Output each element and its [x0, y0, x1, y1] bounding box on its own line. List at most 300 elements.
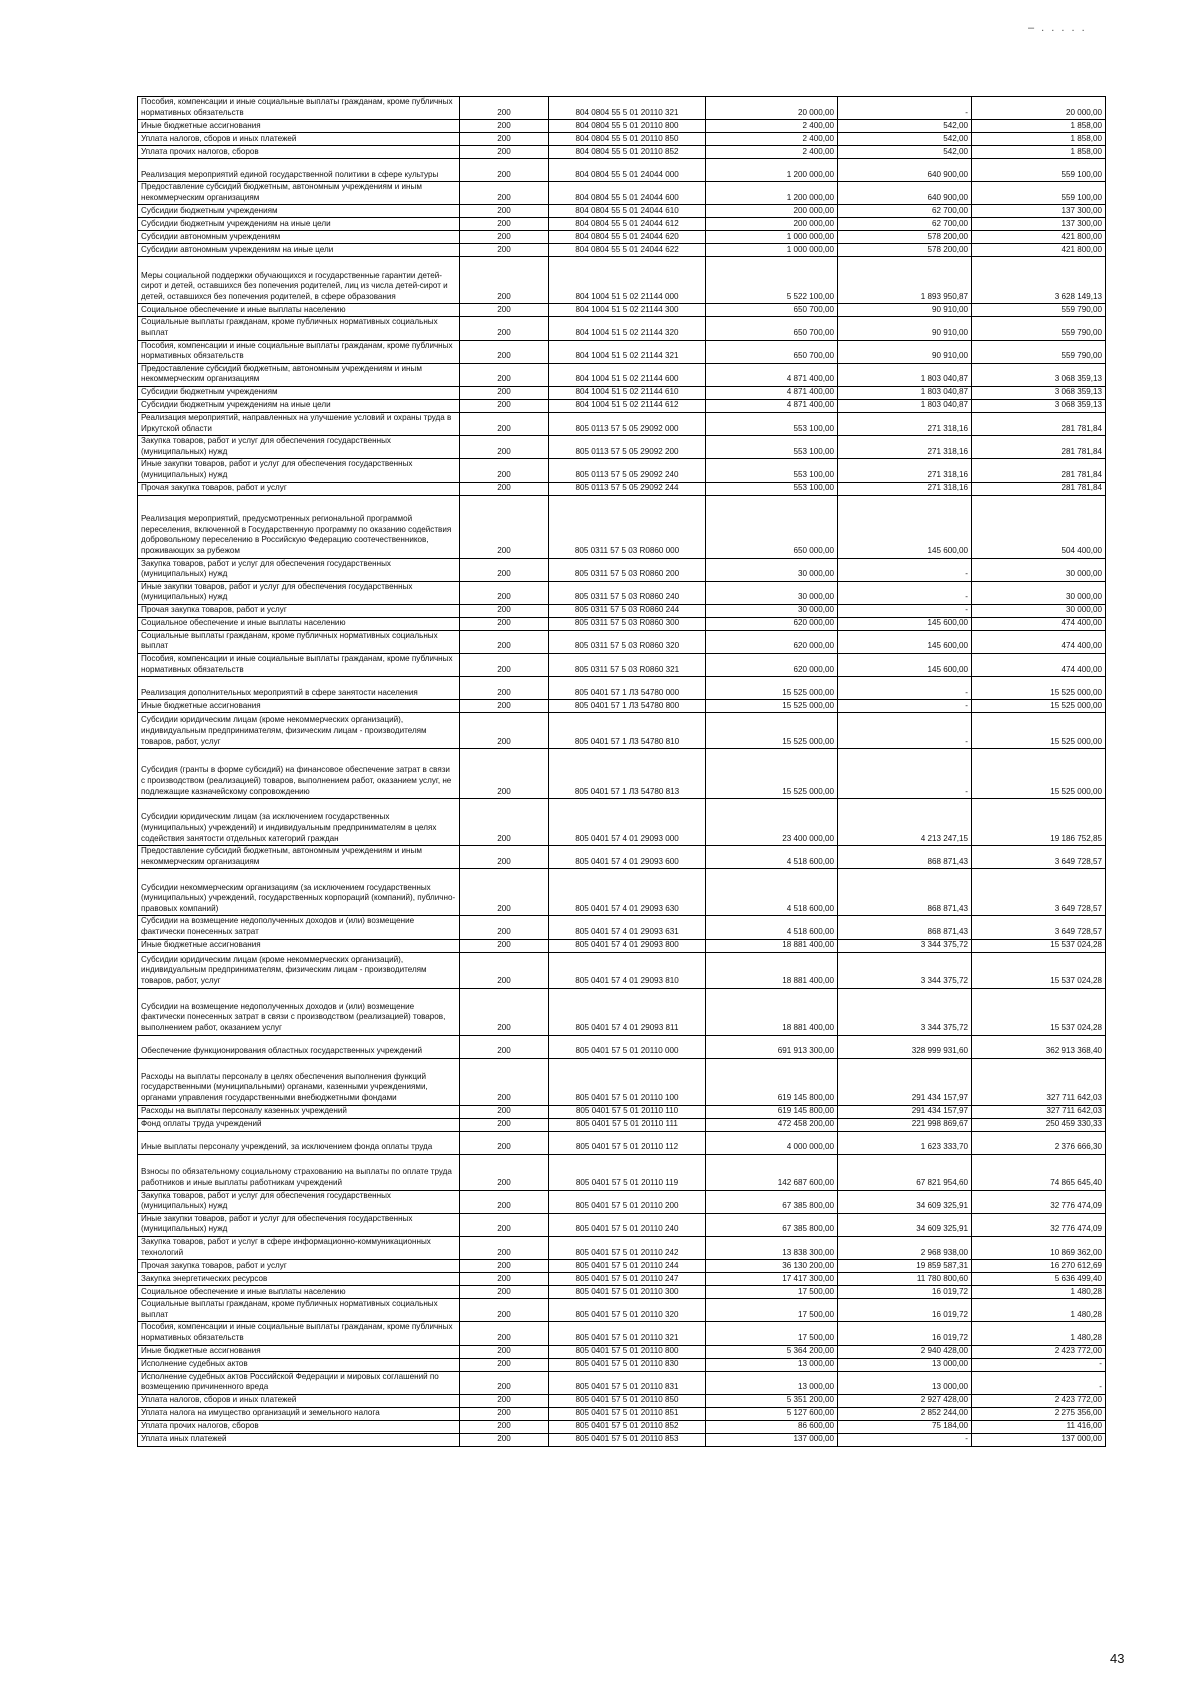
row-budget-classification-code: 804 1004 51 5 02 21144 320: [549, 317, 706, 340]
row-budget-classification-code: 805 0401 57 5 01 20110 800: [549, 1345, 706, 1358]
row-budget-classification-code: 805 0113 57 5 05 29092 000: [549, 412, 706, 435]
row-approved-amount: 5 127 600,00: [706, 1407, 838, 1420]
table-row: [138, 1299, 1106, 1322]
row-name: Иные бюджетные ассигнования: [138, 939, 460, 952]
table-row: [138, 399, 1106, 412]
row-approved-amount: 5 351 200,00: [706, 1394, 838, 1407]
row-approved-amount: 15 525 000,00: [706, 700, 838, 713]
table-row: [138, 436, 1106, 459]
row-unexecuted-amount: 3 649 728,57: [972, 846, 1106, 869]
row-unexecuted-amount: 327 711 642,03: [972, 1105, 1106, 1118]
row-name: Взносы по обязательному социальному страхованию на выплаты по оплате труда работников и иные выплаты работникам учреждений: [138, 1154, 460, 1190]
row-approved-amount: 4 518 600,00: [706, 869, 838, 916]
table-row: [138, 205, 1106, 218]
table-row: [138, 654, 1106, 677]
table-row: [138, 1237, 1106, 1260]
row-budget-classification-code: 805 0401 57 5 01 20110 111: [549, 1118, 706, 1131]
row-unexecuted-amount: 281 781,84: [972, 482, 1106, 495]
row-executed-amount: 271 318,16: [838, 459, 972, 482]
row-executed-amount: 145 600,00: [838, 495, 972, 558]
row-budget-classification-code: 805 0401 57 4 01 29093 600: [549, 846, 706, 869]
row-executed-amount: -: [838, 604, 972, 617]
row-unexecuted-amount: 281 781,84: [972, 436, 1106, 459]
row-approved-amount: 67 385 800,00: [706, 1190, 838, 1213]
row-kvr-code: 200: [460, 1273, 549, 1286]
row-name: Иные бюджетные ассигнования: [138, 1345, 460, 1358]
row-executed-amount: 16 019,72: [838, 1299, 972, 1322]
row-approved-amount: 650 700,00: [706, 340, 838, 363]
row-approved-amount: 4 871 400,00: [706, 363, 838, 386]
row-executed-amount: 221 998 869,67: [838, 1118, 972, 1131]
row-approved-amount: 619 145 800,00: [706, 1105, 838, 1118]
row-name: Реализация дополнительных мероприятий в сфере занятости населения: [138, 677, 460, 700]
row-approved-amount: 23 400 000,00: [706, 799, 838, 846]
row-budget-classification-code: 805 0401 57 5 01 20110 240: [549, 1213, 706, 1236]
row-budget-classification-code: 804 1004 51 5 02 21144 300: [549, 304, 706, 317]
row-name: Пособия, компенсации и иные социальные выплаты гражданам, кроме публичных нормативных обязательств: [138, 340, 460, 363]
row-executed-amount: -: [838, 558, 972, 581]
row-approved-amount: 30 000,00: [706, 581, 838, 604]
row-name: Реализация мероприятий единой государственной политики в сфере культуры: [138, 159, 460, 182]
row-approved-amount: 4 871 400,00: [706, 399, 838, 412]
row-approved-amount: 650 000,00: [706, 495, 838, 558]
row-approved-amount: 691 913 300,00: [706, 1035, 838, 1058]
row-name: Субсидии некоммерческим организациям (за исключением государственных (муниципальных) учреждений, государственных корпораций (компаний), публично-правовых компаний): [138, 869, 460, 916]
row-executed-amount: -: [838, 97, 972, 120]
row-name: Прочая закупка товаров, работ и услуг: [138, 482, 460, 495]
row-budget-classification-code: 804 0804 55 5 01 24044 000: [549, 159, 706, 182]
row-name: Иные закупки товаров, работ и услуг для обеспечения государственных (муниципальных) нужд: [138, 459, 460, 482]
row-executed-amount: 542,00: [838, 133, 972, 146]
row-approved-amount: 86 600,00: [706, 1420, 838, 1433]
row-budget-classification-code: 805 0401 57 5 01 20110 851: [549, 1407, 706, 1420]
table-row: [138, 257, 1106, 304]
row-name: Исполнение судебных актов: [138, 1358, 460, 1371]
row-name: Иные бюджетные ассигнования: [138, 700, 460, 713]
row-budget-classification-code: 805 0401 57 5 01 20110 000: [549, 1035, 706, 1058]
row-name: Закупка товаров, работ и услуг для обеспечения государственных (муниципальных) нужд: [138, 1190, 460, 1213]
table-row: [138, 1058, 1106, 1105]
row-name: Иные выплаты персоналу учреждений, за исключением фонда оплаты труда: [138, 1131, 460, 1154]
row-kvr-code: 200: [460, 713, 549, 749]
row-budget-classification-code: 804 0804 55 5 01 24044 622: [549, 244, 706, 257]
row-budget-classification-code: 804 0804 55 5 01 24044 600: [549, 182, 706, 205]
row-executed-amount: 16 019,72: [838, 1286, 972, 1299]
row-approved-amount: 1 000 000,00: [706, 244, 838, 257]
row-unexecuted-amount: 15 537 024,28: [972, 939, 1106, 952]
row-approved-amount: 200 000,00: [706, 218, 838, 231]
table-row: [138, 133, 1106, 146]
row-kvr-code: 200: [460, 231, 549, 244]
row-name: Пособия, компенсации и иные социальные выплаты гражданам, кроме публичных нормативных обязательств: [138, 97, 460, 120]
table-row: [138, 1213, 1106, 1236]
row-unexecuted-amount: 15 525 000,00: [972, 713, 1106, 749]
row-unexecuted-amount: -: [972, 1371, 1106, 1394]
row-budget-classification-code: 805 0401 57 1 Л3 54780 813: [549, 749, 706, 799]
table-row: [138, 1420, 1106, 1433]
row-unexecuted-amount: 327 711 642,03: [972, 1058, 1106, 1105]
row-unexecuted-amount: 2 423 772,00: [972, 1394, 1106, 1407]
row-approved-amount: 650 700,00: [706, 317, 838, 340]
table-row: [138, 1118, 1106, 1131]
row-unexecuted-amount: 2 275 356,00: [972, 1407, 1106, 1420]
row-unexecuted-amount: 474 400,00: [972, 617, 1106, 630]
row-name: Прочая закупка товаров, работ и услуг: [138, 1260, 460, 1273]
row-name: Фонд оплаты труда учреждений: [138, 1118, 460, 1131]
row-budget-classification-code: 805 0401 57 1 Л3 54780 800: [549, 700, 706, 713]
row-executed-amount: 90 910,00: [838, 340, 972, 363]
row-unexecuted-amount: 1 858,00: [972, 133, 1106, 146]
page-number: 43: [1110, 1651, 1125, 1666]
row-kvr-code: 200: [460, 677, 549, 700]
row-kvr-code: 200: [460, 1237, 549, 1260]
row-kvr-code: 200: [460, 159, 549, 182]
row-unexecuted-amount: 559 100,00: [972, 182, 1106, 205]
row-executed-amount: 291 434 157,97: [838, 1105, 972, 1118]
row-name: Социальные выплаты гражданам, кроме публичных нормативных социальных выплат: [138, 630, 460, 653]
row-approved-amount: 18 881 400,00: [706, 988, 838, 1035]
row-name: Субсидии юридическим лицам (за исключением государственных (муниципальных) учреждений) и индивидуальным предпринимателям в целях содействия занятости отдельных категорий граждан: [138, 799, 460, 846]
row-approved-amount: 137 000,00: [706, 1433, 838, 1446]
row-executed-amount: 1 623 333,70: [838, 1131, 972, 1154]
row-unexecuted-amount: 19 186 752,85: [972, 799, 1106, 846]
row-approved-amount: 36 130 200,00: [706, 1260, 838, 1273]
row-name: Субсидии бюджетным учреждениям: [138, 386, 460, 399]
row-executed-amount: 1 803 040,87: [838, 386, 972, 399]
row-executed-amount: 1 803 040,87: [838, 363, 972, 386]
row-kvr-code: 200: [460, 363, 549, 386]
row-budget-classification-code: 805 0401 57 5 01 20110 300: [549, 1286, 706, 1299]
row-unexecuted-amount: 20 000,00: [972, 97, 1106, 120]
table-row: [138, 581, 1106, 604]
row-unexecuted-amount: 559 790,00: [972, 340, 1106, 363]
row-budget-classification-code: 805 0401 57 5 01 20110 853: [549, 1433, 706, 1446]
row-budget-classification-code: 805 0401 57 4 01 29093 000: [549, 799, 706, 846]
row-executed-amount: 13 000,00: [838, 1358, 972, 1371]
row-unexecuted-amount: -: [972, 1358, 1106, 1371]
row-kvr-code: 200: [460, 317, 549, 340]
row-approved-amount: 2 400,00: [706, 120, 838, 133]
row-executed-amount: 145 600,00: [838, 630, 972, 653]
row-kvr-code: 200: [460, 1105, 549, 1118]
row-budget-classification-code: 805 0401 57 5 01 20110 852: [549, 1420, 706, 1433]
row-kvr-code: 200: [460, 244, 549, 257]
table-row: [138, 604, 1106, 617]
row-kvr-code: 200: [460, 700, 549, 713]
row-budget-classification-code: 805 0401 57 1 Л3 54780 810: [549, 713, 706, 749]
row-kvr-code: 200: [460, 1345, 549, 1358]
row-name: Меры социальной поддержки обучающихся и государственные гарантии детей-сирот и детей, оставшихся без попечения родителей, лиц из числа детей-сирот и детей, оставшихся без попечения родителей, в сфере образования: [138, 257, 460, 304]
table-row: [138, 1035, 1106, 1058]
row-unexecuted-amount: 74 865 645,40: [972, 1154, 1106, 1190]
row-name: Иные закупки товаров, работ и услуг для обеспечения государственных (муниципальных) нужд: [138, 581, 460, 604]
row-unexecuted-amount: 32 776 474,09: [972, 1190, 1106, 1213]
row-approved-amount: 620 000,00: [706, 630, 838, 653]
row-budget-classification-code: 805 0401 57 5 01 20110 247: [549, 1273, 706, 1286]
row-budget-classification-code: 804 1004 51 5 02 21144 610: [549, 386, 706, 399]
row-unexecuted-amount: 3 068 359,13: [972, 399, 1106, 412]
row-budget-classification-code: 805 0311 57 5 03 R0860 000: [549, 495, 706, 558]
table-row: [138, 749, 1106, 799]
row-budget-classification-code: 805 0401 57 5 01 20110 320: [549, 1299, 706, 1322]
table-row: [138, 304, 1106, 317]
row-budget-classification-code: 805 0311 57 5 03 R0860 240: [549, 581, 706, 604]
table-row: [138, 1190, 1106, 1213]
row-kvr-code: 200: [460, 495, 549, 558]
budget-execution-table: [137, 96, 1106, 1447]
row-name: Социальное обеспечение и иные выплаты населению: [138, 1286, 460, 1299]
table-row: [138, 1273, 1106, 1286]
row-approved-amount: 619 145 800,00: [706, 1058, 838, 1105]
row-kvr-code: 200: [460, 939, 549, 952]
row-unexecuted-amount: 421 800,00: [972, 231, 1106, 244]
row-name: Уплата налогов, сборов и иных платежей: [138, 133, 460, 146]
row-unexecuted-amount: 1 480,28: [972, 1299, 1106, 1322]
row-budget-classification-code: 805 0311 57 5 03 R0860 321: [549, 654, 706, 677]
row-name: Закупка товаров, работ и услуг в сфере информационно-коммуникационных технологий: [138, 1237, 460, 1260]
row-executed-amount: 868 871,43: [838, 869, 972, 916]
row-executed-amount: 3 344 375,72: [838, 939, 972, 952]
row-name: Субсидии бюджетным учреждениям на иные цели: [138, 218, 460, 231]
table-row: [138, 916, 1106, 939]
table-row: [138, 1394, 1106, 1407]
row-budget-classification-code: 804 0804 55 5 01 20110 800: [549, 120, 706, 133]
row-kvr-code: 200: [460, 1358, 549, 1371]
row-executed-amount: 62 700,00: [838, 218, 972, 231]
row-approved-amount: 2 400,00: [706, 146, 838, 159]
row-executed-amount: 3 344 375,72: [838, 988, 972, 1035]
row-unexecuted-amount: 421 800,00: [972, 244, 1106, 257]
row-budget-classification-code: 804 0804 55 5 01 20110 850: [549, 133, 706, 146]
row-kvr-code: 200: [460, 952, 549, 988]
row-name: Предоставление субсидий бюджетным, автономным учреждениям и иным некоммерческим организациям: [138, 182, 460, 205]
table-row: [138, 482, 1106, 495]
row-name: Пособия, компенсации и иные социальные выплаты гражданам, кроме публичных нормативных обязательств: [138, 1322, 460, 1345]
table-row: [138, 846, 1106, 869]
row-budget-classification-code: 805 0401 57 4 01 29093 630: [549, 869, 706, 916]
row-executed-amount: -: [838, 581, 972, 604]
row-name: Закупка энергетических ресурсов: [138, 1273, 460, 1286]
table-row: [138, 146, 1106, 159]
row-kvr-code: 200: [460, 846, 549, 869]
row-kvr-code: 200: [460, 604, 549, 617]
row-approved-amount: 4 518 600,00: [706, 916, 838, 939]
row-budget-classification-code: 805 0401 57 4 01 29093 811: [549, 988, 706, 1035]
table-row: [138, 1105, 1106, 1118]
row-budget-classification-code: 805 0401 57 5 01 20110 100: [549, 1058, 706, 1105]
row-kvr-code: 200: [460, 257, 549, 304]
row-budget-classification-code: 804 0804 55 5 01 20110 321: [549, 97, 706, 120]
table-row: [138, 1433, 1106, 1446]
row-unexecuted-amount: 16 270 612,69: [972, 1260, 1106, 1273]
row-budget-classification-code: 804 1004 51 5 02 21144 612: [549, 399, 706, 412]
row-name: Обеспечение функционирования областных государственных учреждений: [138, 1035, 460, 1058]
row-approved-amount: 30 000,00: [706, 558, 838, 581]
row-executed-amount: -: [838, 713, 972, 749]
row-budget-classification-code: 804 0804 55 5 01 20110 852: [549, 146, 706, 159]
row-kvr-code: 200: [460, 1433, 549, 1446]
row-name: Субсидии юридическим лицам (кроме некоммерческих организаций), индивидуальным предпринимателям, физическим лицам - производителям товаров, работ, услуг: [138, 713, 460, 749]
row-unexecuted-amount: 474 400,00: [972, 630, 1106, 653]
table-row: [138, 558, 1106, 581]
table-row: [138, 495, 1106, 558]
row-approved-amount: 18 881 400,00: [706, 939, 838, 952]
row-unexecuted-amount: 281 781,84: [972, 412, 1106, 435]
row-name: Расходы на выплаты персоналу казенных учреждений: [138, 1105, 460, 1118]
row-budget-classification-code: 805 0311 57 5 03 R0860 320: [549, 630, 706, 653]
row-approved-amount: 13 838 300,00: [706, 1237, 838, 1260]
row-kvr-code: 200: [460, 436, 549, 459]
row-executed-amount: 1 803 040,87: [838, 399, 972, 412]
row-budget-classification-code: 805 0401 57 5 01 20110 244: [549, 1260, 706, 1273]
row-name: Уплата иных платежей: [138, 1433, 460, 1446]
row-unexecuted-amount: 3 068 359,13: [972, 386, 1106, 399]
row-approved-amount: 553 100,00: [706, 482, 838, 495]
row-budget-classification-code: 805 0113 57 5 05 29092 200: [549, 436, 706, 459]
row-kvr-code: 200: [460, 749, 549, 799]
row-executed-amount: 19 859 587,31: [838, 1260, 972, 1273]
row-executed-amount: 16 019,72: [838, 1322, 972, 1345]
row-approved-amount: 200 000,00: [706, 205, 838, 218]
row-approved-amount: 2 400,00: [706, 133, 838, 146]
row-kvr-code: 200: [460, 399, 549, 412]
table-row: [138, 97, 1106, 120]
row-approved-amount: 13 000,00: [706, 1358, 838, 1371]
row-executed-amount: -: [838, 749, 972, 799]
row-kvr-code: 200: [460, 1322, 549, 1345]
row-unexecuted-amount: 2 423 772,00: [972, 1345, 1106, 1358]
row-unexecuted-amount: 1 480,28: [972, 1322, 1106, 1345]
row-kvr-code: 200: [460, 218, 549, 231]
row-kvr-code: 200: [460, 558, 549, 581]
row-executed-amount: 13 000,00: [838, 1371, 972, 1394]
row-executed-amount: -: [838, 1433, 972, 1446]
table-row: [138, 630, 1106, 653]
row-budget-classification-code: 805 0401 57 4 01 29093 800: [549, 939, 706, 952]
row-name: Исполнение судебных актов Российской Федерации и мировых соглашений по возмещению причиненного вреда: [138, 1371, 460, 1394]
row-unexecuted-amount: 30 000,00: [972, 558, 1106, 581]
row-name: Субсидии на возмещение недополученных доходов и (или) возмещение фактически понесенных затрат в связи с производством (реализацией) товаров, выполнением работ, оказанием услуг: [138, 988, 460, 1035]
table-row: [138, 218, 1106, 231]
row-unexecuted-amount: 1 480,28: [972, 1286, 1106, 1299]
row-approved-amount: 553 100,00: [706, 459, 838, 482]
row-approved-amount: 15 525 000,00: [706, 677, 838, 700]
row-kvr-code: 200: [460, 133, 549, 146]
row-name: Закупка товаров, работ и услуг для обеспечения государственных (муниципальных) нужд: [138, 436, 460, 459]
row-unexecuted-amount: 30 000,00: [972, 604, 1106, 617]
row-kvr-code: 200: [460, 869, 549, 916]
row-executed-amount: 3 344 375,72: [838, 952, 972, 988]
row-executed-amount: 868 871,43: [838, 916, 972, 939]
row-executed-amount: 145 600,00: [838, 654, 972, 677]
row-kvr-code: 200: [460, 799, 549, 846]
row-approved-amount: 5 364 200,00: [706, 1345, 838, 1358]
row-unexecuted-amount: 1 858,00: [972, 146, 1106, 159]
row-unexecuted-amount: 137 000,00: [972, 1433, 1106, 1446]
row-executed-amount: 578 200,00: [838, 244, 972, 257]
row-executed-amount: 1 893 950,87: [838, 257, 972, 304]
row-executed-amount: 62 700,00: [838, 205, 972, 218]
row-kvr-code: 200: [460, 617, 549, 630]
table-row: [138, 182, 1106, 205]
row-budget-classification-code: 805 0113 57 5 05 29092 240: [549, 459, 706, 482]
row-budget-classification-code: 805 0311 57 5 03 R0860 244: [549, 604, 706, 617]
row-name: Субсидии бюджетным учреждениям: [138, 205, 460, 218]
row-executed-amount: 542,00: [838, 146, 972, 159]
row-unexecuted-amount: 474 400,00: [972, 654, 1106, 677]
row-executed-amount: 328 999 931,60: [838, 1035, 972, 1058]
row-executed-amount: 2 852 244,00: [838, 1407, 972, 1420]
row-name: Субсидии на возмещение недополученных доходов и (или) возмещение фактически понесенных затрат: [138, 916, 460, 939]
row-budget-classification-code: 805 0401 57 5 01 20110 112: [549, 1131, 706, 1154]
row-budget-classification-code: 804 0804 55 5 01 24044 620: [549, 231, 706, 244]
row-kvr-code: 200: [460, 482, 549, 495]
row-executed-amount: 578 200,00: [838, 231, 972, 244]
table-row: [138, 799, 1106, 846]
row-name: Закупка товаров, работ и услуг для обеспечения государственных (муниципальных) нужд: [138, 558, 460, 581]
row-kvr-code: 200: [460, 1286, 549, 1299]
row-approved-amount: 553 100,00: [706, 412, 838, 435]
row-kvr-code: 200: [460, 630, 549, 653]
table-row: [138, 1131, 1106, 1154]
table-row: [138, 412, 1106, 435]
row-budget-classification-code: 805 0311 57 5 03 R0860 300: [549, 617, 706, 630]
row-kvr-code: 200: [460, 1058, 549, 1105]
row-executed-amount: 90 910,00: [838, 317, 972, 340]
row-executed-amount: 11 780 800,60: [838, 1273, 972, 1286]
row-executed-amount: 2 968 938,00: [838, 1237, 972, 1260]
row-approved-amount: 17 417 300,00: [706, 1273, 838, 1286]
row-kvr-code: 200: [460, 340, 549, 363]
row-kvr-code: 200: [460, 1118, 549, 1131]
table-row: [138, 340, 1106, 363]
row-name: Социальные выплаты гражданам, кроме публичных нормативных социальных выплат: [138, 317, 460, 340]
row-kvr-code: 200: [460, 1299, 549, 1322]
row-kvr-code: 200: [460, 916, 549, 939]
row-budget-classification-code: 804 1004 51 5 02 21144 000: [549, 257, 706, 304]
row-name: Социальные выплаты гражданам, кроме публичных нормативных социальных выплат: [138, 1299, 460, 1322]
row-kvr-code: 200: [460, 182, 549, 205]
row-approved-amount: 15 525 000,00: [706, 749, 838, 799]
table-row: [138, 700, 1106, 713]
row-unexecuted-amount: 32 776 474,09: [972, 1213, 1106, 1236]
table-row: [138, 1407, 1106, 1420]
row-name: Уплата прочих налогов, сборов: [138, 1420, 460, 1433]
table-row: [138, 713, 1106, 749]
row-kvr-code: 200: [460, 1154, 549, 1190]
row-unexecuted-amount: 3 628 149,13: [972, 257, 1106, 304]
row-executed-amount: 271 318,16: [838, 412, 972, 435]
row-executed-amount: 868 871,43: [838, 846, 972, 869]
row-approved-amount: 5 522 100,00: [706, 257, 838, 304]
row-executed-amount: 145 600,00: [838, 617, 972, 630]
row-kvr-code: 200: [460, 386, 549, 399]
row-executed-amount: 2 940 428,00: [838, 1345, 972, 1358]
row-executed-amount: 34 609 325,91: [838, 1190, 972, 1213]
row-executed-amount: -: [838, 677, 972, 700]
row-executed-amount: 291 434 157,97: [838, 1058, 972, 1105]
table-row: [138, 363, 1106, 386]
table-row: [138, 1345, 1106, 1358]
row-name: Субсидии юридическим лицам (кроме некоммерческих организаций), индивидуальным предпринимателям, физическим лицам - производителям товаров, работ, услуг: [138, 952, 460, 988]
row-unexecuted-amount: 1 858,00: [972, 120, 1106, 133]
row-approved-amount: 1 200 000,00: [706, 159, 838, 182]
row-approved-amount: 472 458 200,00: [706, 1118, 838, 1131]
row-executed-amount: 640 900,00: [838, 182, 972, 205]
row-kvr-code: 200: [460, 1407, 549, 1420]
row-unexecuted-amount: 3 649 728,57: [972, 869, 1106, 916]
row-budget-classification-code: 805 0401 57 5 01 20110 110: [549, 1105, 706, 1118]
